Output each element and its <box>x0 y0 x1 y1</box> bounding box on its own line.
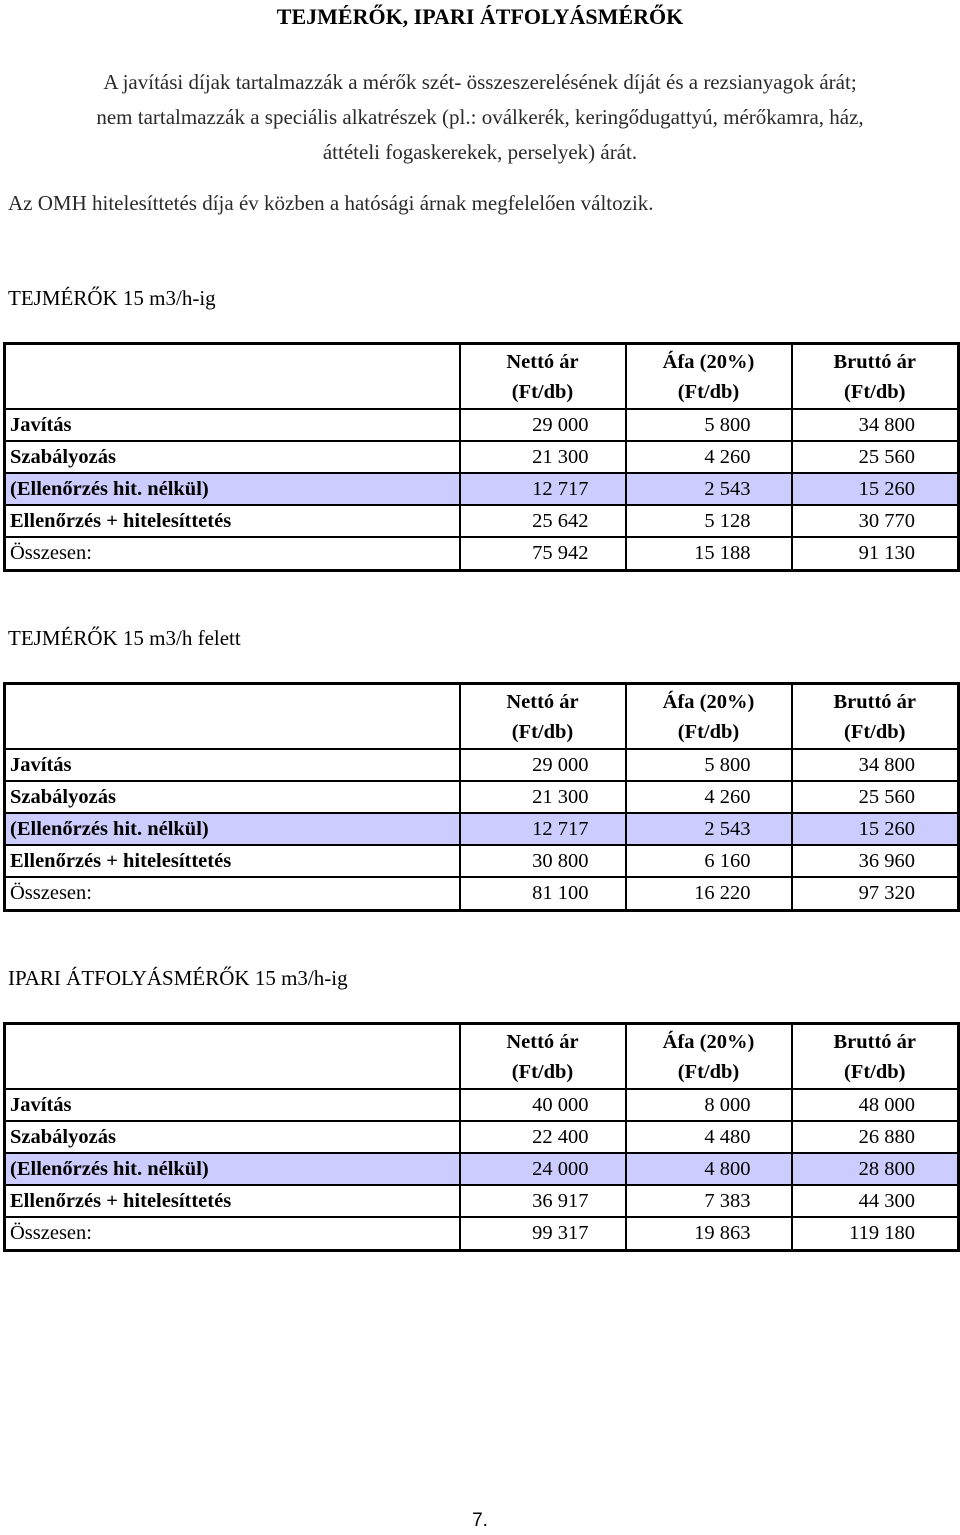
table-row-highlighted <box>5 1153 959 1185</box>
table-row <box>5 1121 959 1153</box>
row-label: Szabályozás <box>5 781 460 813</box>
cell-netto: 36 917 <box>460 1185 626 1217</box>
cell-afa: 7 383 <box>626 1185 792 1217</box>
cell-brutto: 91 130 <box>792 537 959 571</box>
header-empty-cell <box>5 1024 460 1090</box>
price-table-tejmerok-15-felett <box>3 682 960 912</box>
cell-afa: 5 800 <box>626 409 792 441</box>
row-label: (Ellenőrzés hit. nélkül) <box>5 473 460 505</box>
cell-brutto: 25 560 <box>792 441 959 473</box>
row-label: Ellenőrzés + hitelesíttetés <box>5 505 460 537</box>
row-label: (Ellenőrzés hit. nélkül) <box>5 813 460 845</box>
row-label: Szabályozás <box>5 441 460 473</box>
intro-line: nem tartalmazzák a speciális alkatrészek (pl.: oválkerék, keringődugattyú, mérőkamra, ház, <box>96 105 864 129</box>
cell-netto: 75 942 <box>460 537 626 571</box>
header-brutto: Bruttó ár (Ft/db) <box>792 1024 959 1090</box>
header-brutto: Bruttó ár (Ft/db) <box>792 344 959 410</box>
table-row <box>5 1089 959 1121</box>
header-netto: Nettó ár (Ft/db) <box>460 344 626 410</box>
cell-brutto: 34 800 <box>792 749 959 781</box>
table-row-total <box>5 1217 959 1251</box>
price-table-ipari-atfolyasmerok <box>3 1022 960 1252</box>
cell-afa: 19 863 <box>626 1217 792 1251</box>
table-row <box>5 441 959 473</box>
cell-netto: 81 100 <box>460 877 626 911</box>
table-header-row <box>5 1024 959 1090</box>
intro-line: A javítási díjak tartalmazzák a mérők szét- összeszerelésének díját és a rezsianyagok árát; <box>103 70 857 94</box>
cell-netto: 12 717 <box>460 813 626 845</box>
cell-afa: 2 543 <box>626 813 792 845</box>
cell-netto: 29 000 <box>460 749 626 781</box>
row-label: (Ellenőrzés hit. nélkül) <box>5 1153 460 1185</box>
omh-note: Az OMH hitelesíttetés díja év közben a hatósági árnak megfelelően változik. <box>8 191 654 215</box>
cell-brutto: 15 260 <box>792 813 959 845</box>
cell-brutto: 119 180 <box>792 1217 959 1251</box>
price-table-tejmerok-15-ig <box>3 342 960 572</box>
row-label: Javítás <box>5 409 460 441</box>
header-afa: Áfa (20%) (Ft/db) <box>626 344 792 410</box>
header-netto: Nettó ár (Ft/db) <box>460 684 626 750</box>
table-row <box>5 781 959 813</box>
cell-netto: 25 642 <box>460 505 626 537</box>
cell-afa: 2 543 <box>626 473 792 505</box>
cell-netto: 24 000 <box>460 1153 626 1185</box>
header-afa: Áfa (20%) (Ft/db) <box>626 684 792 750</box>
row-label: Javítás <box>5 1089 460 1121</box>
cell-netto: 21 300 <box>460 781 626 813</box>
table-row <box>5 749 959 781</box>
cell-afa: 5 800 <box>626 749 792 781</box>
section-heading-tejmerok-15-ig: TEJMÉRŐK 15 m3/h-ig <box>8 286 216 310</box>
cell-brutto: 15 260 <box>792 473 959 505</box>
cell-netto: 29 000 <box>460 409 626 441</box>
header-empty-cell <box>5 684 460 750</box>
table-header-row <box>5 684 959 750</box>
page-number: 7. <box>472 1510 488 1531</box>
cell-brutto: 30 770 <box>792 505 959 537</box>
cell-brutto: 25 560 <box>792 781 959 813</box>
table-row <box>5 845 959 877</box>
cell-netto: 12 717 <box>460 473 626 505</box>
cell-brutto: 44 300 <box>792 1185 959 1217</box>
section-heading-tejmerok-15-felett: TEJMÉRŐK 15 m3/h felett <box>8 626 241 650</box>
cell-afa: 8 000 <box>626 1089 792 1121</box>
intro-paragraph <box>0 65 960 170</box>
cell-brutto: 36 960 <box>792 845 959 877</box>
cell-afa: 4 260 <box>626 441 792 473</box>
header-afa: Áfa (20%) (Ft/db) <box>626 1024 792 1090</box>
cell-brutto: 97 320 <box>792 877 959 911</box>
cell-afa: 6 160 <box>626 845 792 877</box>
cell-brutto: 28 800 <box>792 1153 959 1185</box>
cell-afa: 4 800 <box>626 1153 792 1185</box>
intro-line: áttételi fogaskerekek, perselyek) árát. <box>322 140 638 164</box>
cell-netto: 40 000 <box>460 1089 626 1121</box>
cell-afa: 16 220 <box>626 877 792 911</box>
row-label: Javítás <box>5 749 460 781</box>
row-label: Összesen: <box>5 877 460 911</box>
cell-brutto: 26 880 <box>792 1121 959 1153</box>
cell-netto: 22 400 <box>460 1121 626 1153</box>
table-row-total <box>5 537 959 571</box>
table-row <box>5 409 959 441</box>
cell-afa: 5 128 <box>626 505 792 537</box>
section-heading-ipari-atfolyasmerok: IPARI ÁTFOLYÁSMÉRŐK 15 m3/h-ig <box>8 966 348 990</box>
table-row <box>5 1185 959 1217</box>
cell-afa: 4 480 <box>626 1121 792 1153</box>
cell-netto: 99 317 <box>460 1217 626 1251</box>
table-row <box>5 505 959 537</box>
row-label: Ellenőrzés + hitelesíttetés <box>5 1185 460 1217</box>
cell-afa: 15 188 <box>626 537 792 571</box>
header-brutto: Bruttó ár (Ft/db) <box>792 684 959 750</box>
cell-brutto: 48 000 <box>792 1089 959 1121</box>
cell-netto: 30 800 <box>460 845 626 877</box>
cell-netto: 21 300 <box>460 441 626 473</box>
table-header-row <box>5 344 959 410</box>
table-row-highlighted <box>5 813 959 845</box>
row-label: Összesen: <box>5 1217 460 1251</box>
table-row-highlighted <box>5 473 959 505</box>
table-row-total <box>5 877 959 911</box>
header-empty-cell <box>5 344 460 410</box>
cell-afa: 4 260 <box>626 781 792 813</box>
row-label: Szabályozás <box>5 1121 460 1153</box>
header-netto: Nettó ár (Ft/db) <box>460 1024 626 1090</box>
cell-brutto: 34 800 <box>792 409 959 441</box>
page-title: TEJMÉRŐK, IPARI ÁTFOLYÁSMÉRŐK <box>276 4 684 29</box>
row-label: Ellenőrzés + hitelesíttetés <box>5 845 460 877</box>
row-label: Összesen: <box>5 537 460 571</box>
